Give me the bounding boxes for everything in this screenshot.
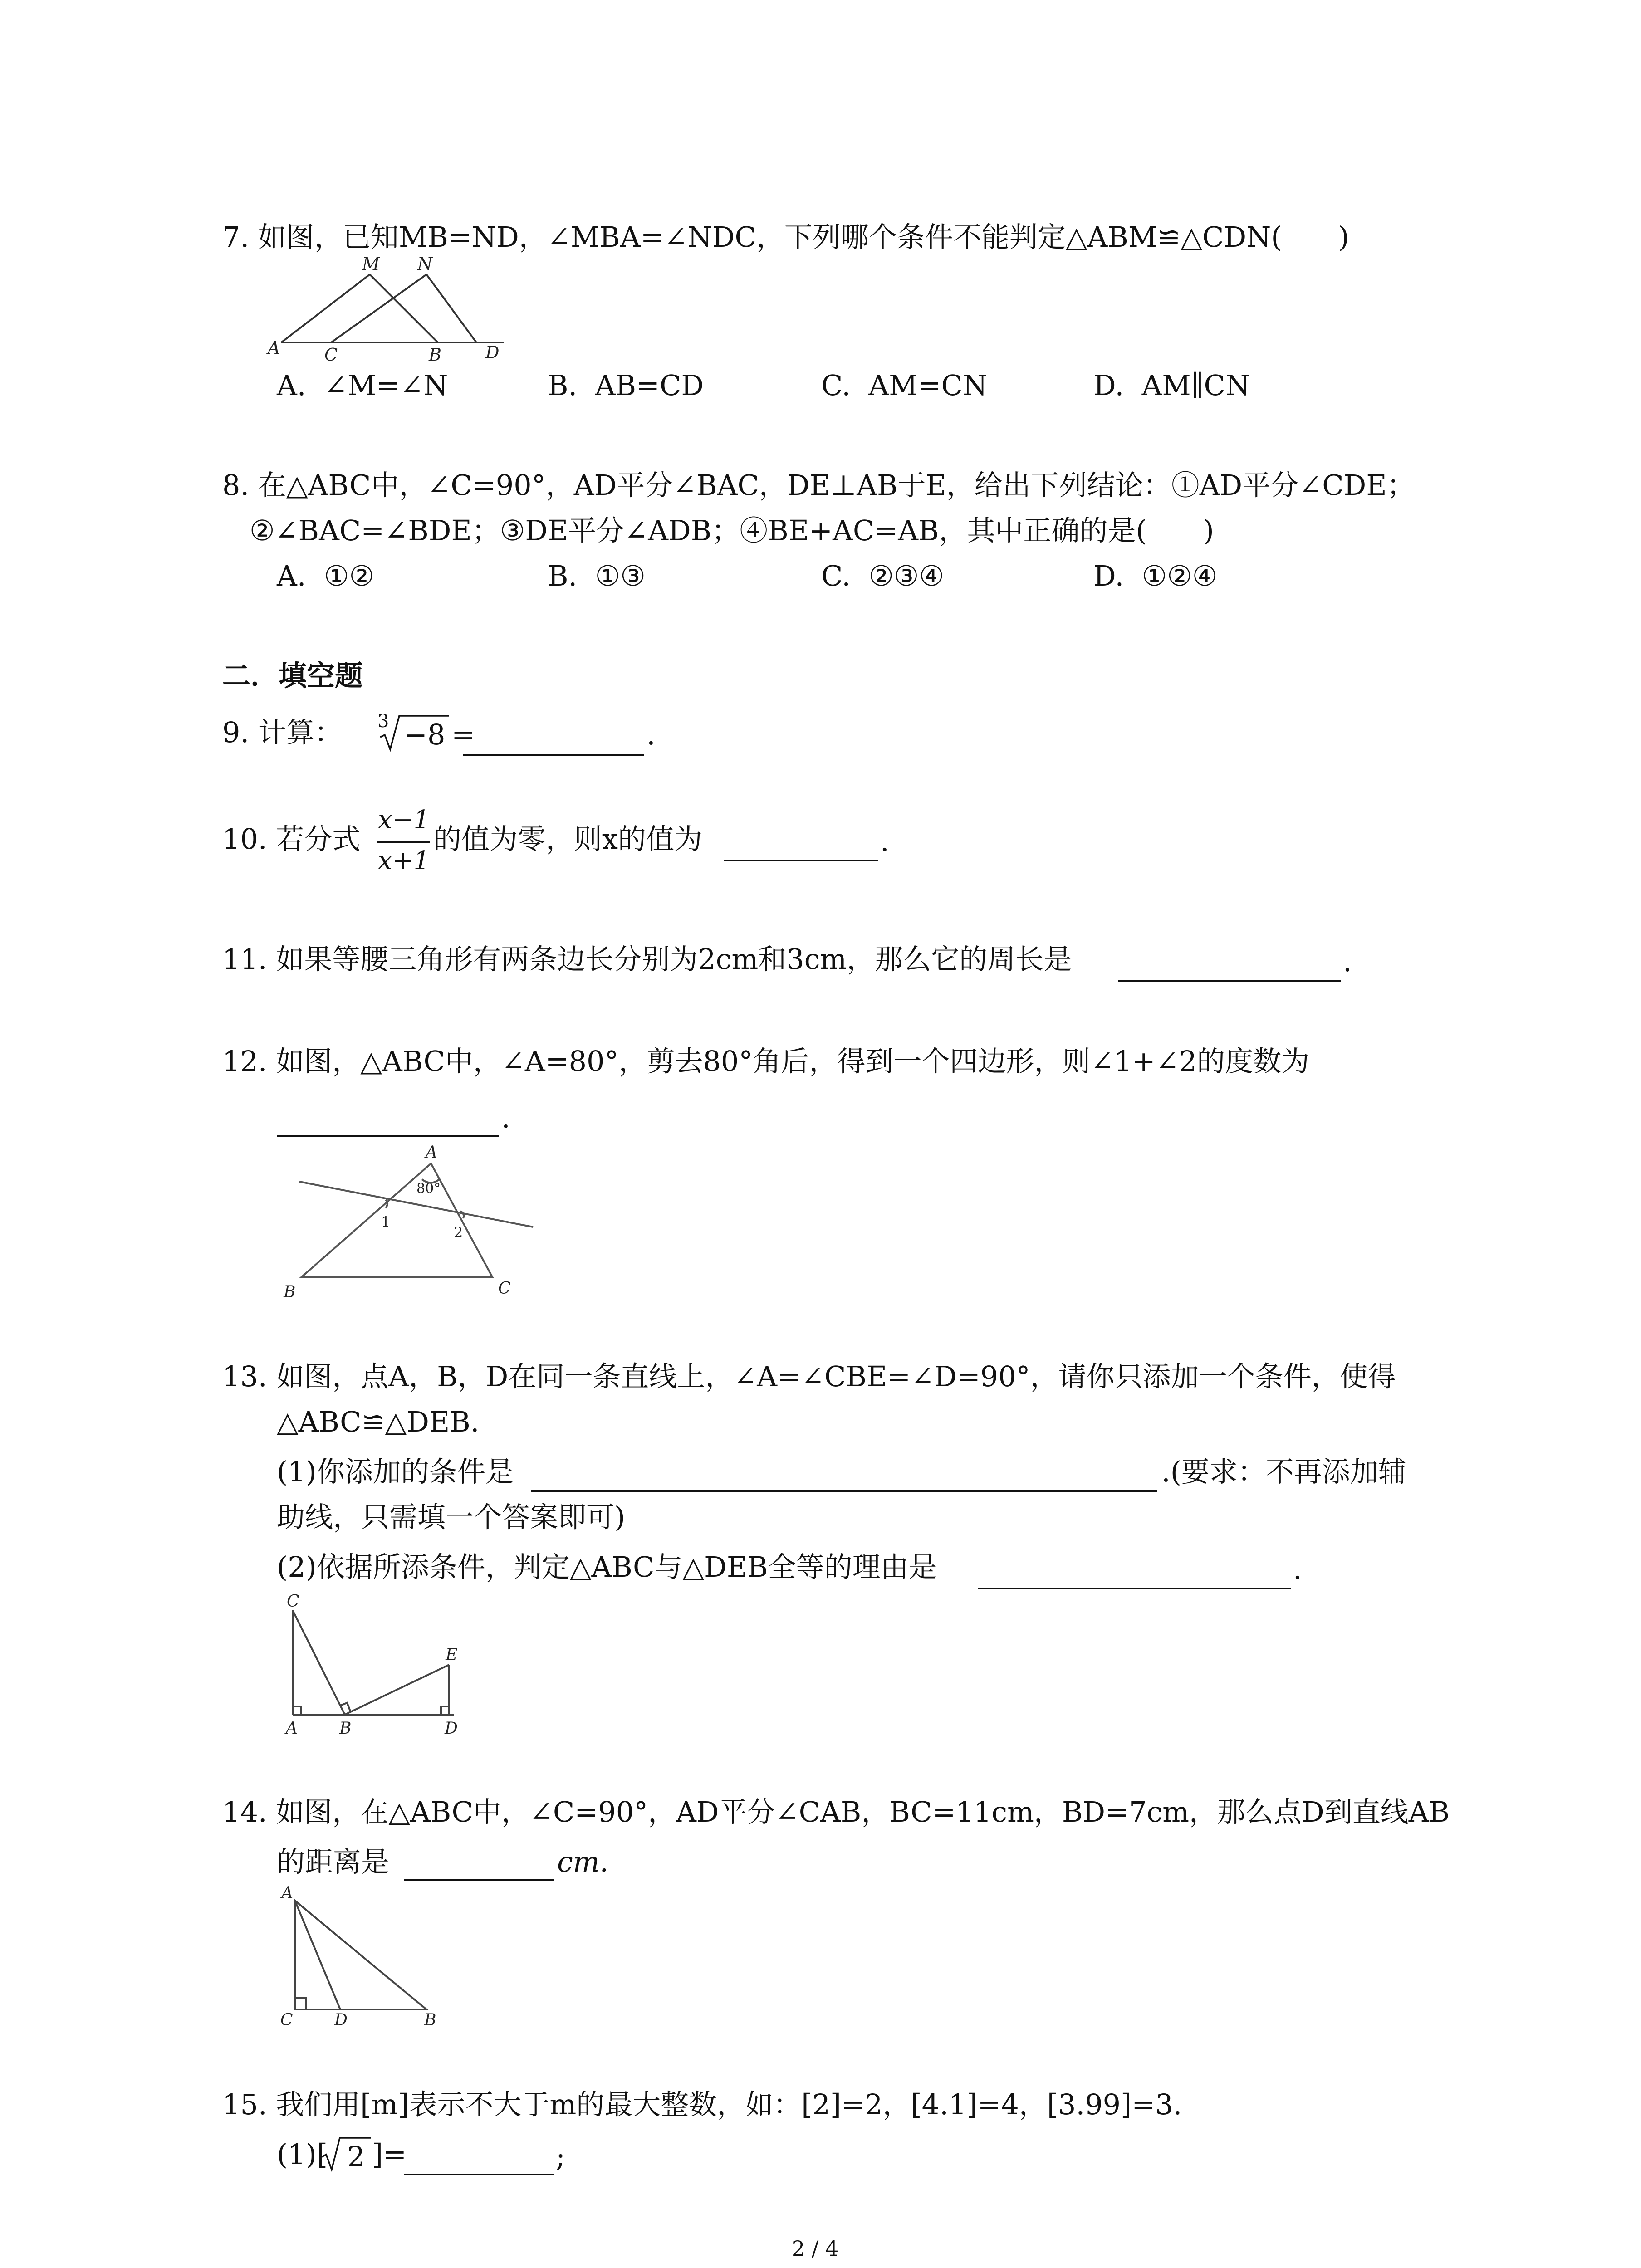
q9-prefix: 9. 计算： <box>222 716 343 749</box>
q7-label-c: C <box>324 345 338 365</box>
q8-line1: 8. 在△ABC中，∠C=90°，AD平分∠BAC，DE⊥AB于E，给出下列结论：①AD平分∠CDE； <box>222 469 1415 502</box>
q10-end: . <box>880 825 889 858</box>
q10-prefix: 10. 若分式 <box>222 822 361 855</box>
q13-answer-blank-1 <box>531 1490 1157 1492</box>
q7-option-a: A. ∠M=∠N <box>277 369 448 402</box>
q7-label-n: N <box>417 254 433 274</box>
q15-part1-prefix: (1)[ <box>277 2138 328 2171</box>
q12-text: 12. 如图，△ABC中，∠A=80°，剪去80°角后，得到一个四边形，则∠1+∠2的度数为 <box>222 1045 1310 1078</box>
q13-label-e: E <box>446 1646 458 1664</box>
q14-line2b: cm. <box>557 1845 609 1878</box>
q13-line2: △ABC≌△DEB. <box>277 1405 480 1438</box>
q14-label-d: D <box>334 2011 348 2029</box>
q13-label-a: A <box>286 1719 298 1738</box>
q14-label-c: C <box>280 2011 293 2029</box>
q15-part1-suffix: ]= <box>372 2138 407 2171</box>
q15-part1-end: ; <box>556 2140 565 2173</box>
q13-line5-end: . <box>1293 1553 1302 1586</box>
q14-figure <box>272 1873 454 2028</box>
q7-text: 7. 如图，已知MB=ND，∠MBA=∠NDC，下列哪个条件不能判定△ABM≌△CDN( ) <box>222 220 1349 254</box>
q9-answer-blank <box>463 754 644 756</box>
q13-answer-blank-2 <box>978 1588 1291 1589</box>
q9-root-index: 3 <box>377 711 389 732</box>
q9-equals: = <box>451 718 475 751</box>
q13-line3b: .(要求：不再添加辅 <box>1161 1455 1406 1488</box>
q12-label-c: C <box>498 1279 511 1298</box>
q9-radicand: −8 <box>404 718 446 751</box>
q15-part1-radicand: 2 <box>347 2140 365 2173</box>
q8-option-a: A. ①② <box>277 559 375 592</box>
q12-label-angle: 80° <box>416 1181 441 1197</box>
q12-label-a: A <box>426 1143 437 1162</box>
q10-denominator: x+1 <box>377 846 430 875</box>
q7-option-d: D. AM∥CN <box>1093 369 1250 402</box>
q15-answer-blank <box>404 2174 554 2175</box>
q10-suffix: 的值为零，则x的值为 <box>433 822 702 855</box>
q12-label-1: 1 <box>381 1213 391 1231</box>
q7-figure <box>268 254 522 363</box>
q11-text: 11. 如果等腰三角形有两条边长分别为2cm和3cm，那么它的周长是 <box>222 943 1072 976</box>
q13-label-c: C <box>287 1592 299 1611</box>
q13-line1: 13. 如图，点A，B，D在同一条直线上，∠A=∠CBE=∠D=90°，请你只添加一个条件，使得 <box>222 1360 1396 1393</box>
q10-fraction-bar <box>377 841 430 843</box>
q13-figure <box>272 1592 481 1742</box>
q11-answer-blank <box>1118 980 1341 982</box>
q9-end: . <box>647 718 656 751</box>
q13-label-b: B <box>339 1719 352 1738</box>
q8-option-c: C. ②③④ <box>821 559 945 592</box>
q12-answer-blank <box>277 1135 499 1137</box>
q8-line2: ②∠BAC=∠BDE；③DE平分∠ADB；④BE+AC=AB，其中正确的是( ) <box>250 514 1214 547</box>
q12-label-b: B <box>284 1283 296 1301</box>
q7-option-b: B. AB=CD <box>548 369 704 402</box>
q12-label-2: 2 <box>454 1224 463 1241</box>
q7-label-b: B <box>429 345 441 365</box>
q13-label-d: D <box>445 1719 458 1738</box>
q14-label-b: B <box>424 2011 436 2029</box>
page-number: 2 / 4 <box>792 2236 839 2261</box>
q7-label-a: A <box>268 338 280 358</box>
q10-numerator: x−1 <box>377 805 430 835</box>
q14-line1: 14. 如图，在△ABC中，∠C=90°，AD平分∠CAB，BC=11cm，BD=7cm，那么点D到直线AB <box>222 1795 1450 1828</box>
q7-option-c: C. AM=CN <box>821 369 988 402</box>
q13-line4: 助线，只需填一个答案即可) <box>277 1501 626 1534</box>
q13-line3a: (1)你添加的条件是 <box>277 1455 514 1488</box>
section-title: 二．填空题 <box>222 659 363 692</box>
q7-label-d: D <box>485 342 500 362</box>
q7-label-m: M <box>362 254 380 274</box>
q13-line5: (2)依据所添条件，判定△ABC与△DEB全等的理由是 <box>277 1550 937 1584</box>
q12-end: . <box>501 1101 510 1134</box>
q8-option-d: D. ①②④ <box>1093 559 1218 592</box>
q8-option-b: B. ①③ <box>548 559 646 592</box>
q14-label-a: A <box>281 1884 293 1902</box>
q11-end: . <box>1343 945 1352 978</box>
q12-figure <box>272 1143 544 1301</box>
q15-line1: 15. 我们用[m]表示不大于m的最大整数，如：[2]=2，[4.1]=4，[3.99]=3. <box>222 2088 1182 2121</box>
q14-line2a: 的距离是 <box>277 1845 390 1878</box>
q10-answer-blank <box>724 860 878 861</box>
